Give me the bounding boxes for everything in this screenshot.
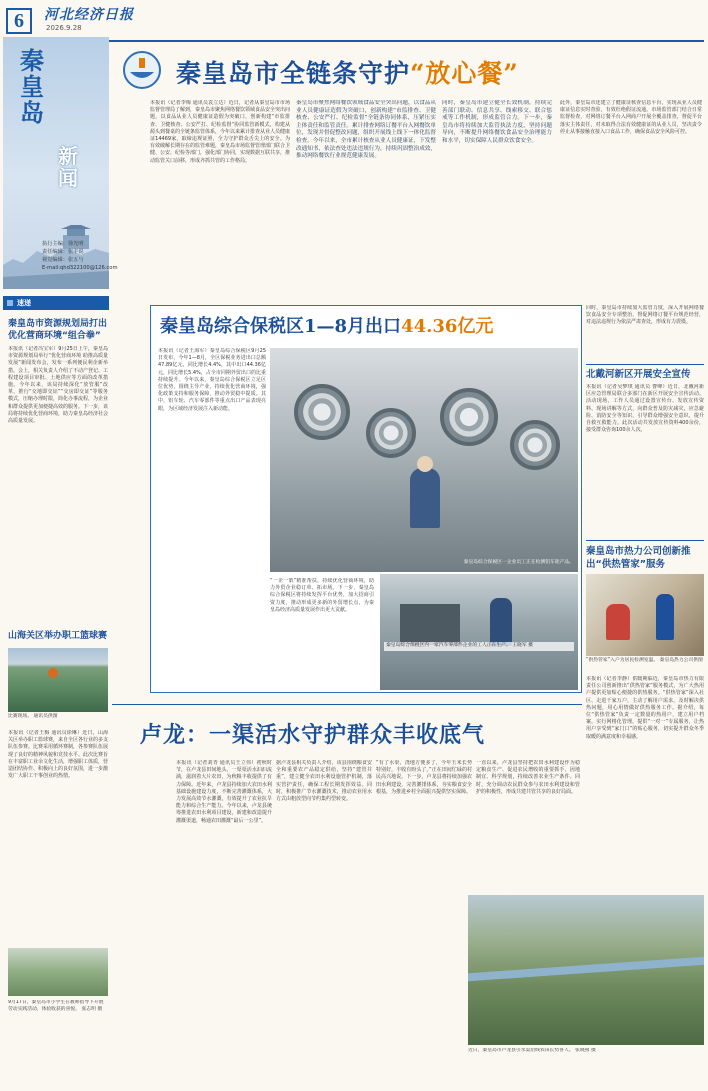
bonded-zone-headline [160,312,493,338]
main-story-col2: 秦皇岛市聚焦网络餐饮领域食品安全突出问题，以食品从业人员健康证造假为突破口，创新构建“市监排查、卫健核查、公安严打、纪检监督”全链条协同体系，压紧压实主体责任和监管责任。累计排查网络订餐平台入网餐饮单位，发现并督促整改问题，组织开展线上线下一体化监督检查。今年以来，全市累计核查从业人员健康证，下发整改通知书，依法查处违法违规行为，持续巩固整治成效，推动网络餐饮行业规范健康发展。 [296,100,436,160]
wheel-rim-icon [510,420,560,470]
worker-figure [490,598,512,646]
worker-head [417,456,433,472]
wheel-photo-caption: 秦皇岛综合保税区一企业员工正在检测铝车轮产品。 [463,560,574,565]
main-story-col1: 本报讯（记者李梅 通讯员袁立达）近日，记者从秦皇岛市市场监督管理局了解到，秦皇岛市聚焦网络餐饮领域食品安全突出问题，以食品从业人员健康证造假为突破口，创新构建“市监排查、卫健核查、公安严打、纪检监督”协同监管新模式，构建从源头到餐桌的全链条监管体系，今年以来累计排查从业人员健康证14469家，取缔违规证照，全力守护群众舌尖上的安全。为有效破解长期存在的监管难题，秦皇岛市场监督管理部门联合卫健、公安、纪检等部门，强化部门协同，实现数据互联共享，推动监管关口前移，形成齐抓共管的工作格局。 [150,100,290,164]
right-story2-headline: 秦皇岛市热力公司创新推出“供热管家”服务 [586,546,691,570]
bonded-zone-headline-text: 秦皇岛综合保税区1—8月出口 [160,316,402,337]
left-story1-headline: 秦皇岛市资源规划局打出优化营商环境“组合拳” [8,319,108,341]
right-story2-body: 本报讯（记者李静）供暖期临近，秦皇岛市热力有限责任公司创新推出“供热管家”服务模式，为广大热用户提供更加贴心便捷的供热服务。“供热管家”深入社区、走进千家万户，主动了解用户需求，及时解决供热问题，用心用情做好供热服务工作。据介绍，每位“供热管家”负责一定数量的热用户，建立用户档案，实行网格化管理，提供“一对一”专属服务，让热用户享受到“家门口”的贴心服务，切实提升群众冬季取暖的满意度和幸福感。 [586,676,704,740]
basketball-icon [48,668,58,678]
canal-photo-caption: 近日，秦皇岛市卢龙县引水渠沿线农田长势喜人。 张晓燕 摄 [468,1048,596,1053]
worker-figure [410,468,440,528]
heating-photo-caption: “供热管家”入户为居民检测室温。 秦皇岛热力公司供图 [586,658,703,663]
issue-date: 2026.9.28 [46,24,82,32]
main-headline-text: 秦皇岛市全链条守护 [176,59,411,88]
wheel-rim-icon [366,408,416,458]
left-story1-body: 本报讯（记者冯宝军）9月25日上午，秦皇岛市资源规划局举行“优化营商环境 助推高质量发展”新闻发布会，发布一系列便民利企新举措。会上，相关负责人介绍了不动产登记、工程建设项目审批、土地供应等方面的改革措施。今年以来，该局持续深化“放管服”改革，推行“交地即交证”“交房即交证”等服务模式，压缩办理时限，简化办事流程，为企业和群众提供更加便捷高效的服务。下一步，该局将持续优化营商环境，助力秦皇岛经济社会高质量发展。 [8,346,108,425]
right-story1-headline: 北戴河新区开展安全宣传 [586,369,691,380]
wheel-inspection-photo [270,348,578,572]
machine-shape [400,604,460,644]
basketball-photo [8,648,108,712]
section-title: 秦皇岛 [20,46,44,127]
right-col-top-text: 同时，秦皇岛市持续加大监管力度，深入开展网络餐饮食品安全专项整治，督促网络订餐平台规范经营，对违法违规行为依法严肃查处，形成有力震慑。 [586,305,704,326]
lulong-headline: 卢龙：一渠活水守护群众丰收底气 [140,722,486,748]
paper-name-logo: 河北经济日报 [44,7,134,23]
main-story-col4: 此外，秦皇岛市还建立了健康证核查信息平台，实现从业人员健康证信息实时查验，有效杜绝假证流通。市场监管部门结合日常监督检查，对网络订餐平台入网商户开展全覆盖排查，督促平台落实主体责任，对未取得合法有效健康证的从业人员，坚决责令停止从事接触直接入口食品工作，确保食品安全风险可控。 [560,100,702,135]
divider [112,704,582,705]
export-amount: 44.36亿元 [401,316,494,337]
credit-line: 视觉编辑：张五与 [42,257,84,263]
canal-field-photo [468,895,704,1045]
lulong-col4: 一直以来，卢龙县坚持把农田水利建设作为稳定粮食生产、促进农民增收的重要抓手，因地制宜、科学规划，持续改善农业生产条件。同时，充分调动农民群众参与农田水利建设和管护的积极性，形成共建共管共享的良好局面。 [476,760,580,795]
left-story2-headline: 山海关区举办职工篮球赛 [8,631,108,641]
editor-credits [42,240,118,272]
bonded-zone-col1: 本报讯（记者王海军）秦皇岛综合保税区9月25日发布，今年1—8月，全区保税业务进出口总额47.89亿元，同比增长4.4%，其中出口44.36亿元，同比增长5.4%，占全市同期外贸出口的比重持续提升。今年以来，秦皇岛综合保税区立足区位优势，围绕主导产业，持续优化营商环境，强化政策支持和服务保障，推动外贸稳中提质。其中，铝车轮、汽车零部件等重点出口产品表现亮眼，为区域经济发展注入新动能。 [158,348,266,412]
heating-steward-photo [586,574,704,656]
page-number: 6 [6,8,32,34]
labor-practice-photo [8,948,108,996]
brief-section-tab: 速递 [3,296,109,310]
credit-line: 责任编辑：张丰说 [42,249,84,255]
wheel-rim-icon [440,388,498,446]
right-story1-body: 本报讯（记者吴梦琪 通讯员 曹峰）近日，北戴河新区应急管理局联合多部门在新区开展安全宣传活动。活动现场，工作人员通过设置宣传台、发放宣传资料、现场讲解等方式，向群众普及防灾减灾、应急避险、消防安全等知识，引导群众增强安全意识，提升自救互救能力。此次活动共发放宣传资料400余份，接受群众咨询100余人次。 [586,384,704,434]
divider [586,540,704,541]
wheel-rim-icon [294,384,350,440]
main-headline-quote: “放心餐” [410,59,519,88]
credit-line: E-mail:qhd322100@126.com [42,265,118,271]
divider [586,364,704,365]
credit-line: 执行主编：徐光明 [42,241,84,247]
steward-figure [656,594,674,640]
bonded-zone-col3: “一企一策”精准帮扶，持续优化营商环境，助力外贸企业稳订单、拓市场。下一步，秦皇岛综合保税区将持续发挥平台优势，加大招商引资力度，推动形成更多新的外贸增长点，为秦皇岛经济高质量发展作出更大贡献。 [270,578,374,613]
main-headline [176,54,519,90]
parts-production-photo [380,574,578,690]
food-safety-emblem [113,48,171,92]
lulong-col1: 本报讯（记者刘青 通讯员王立伟）初秋时节，在卢龙县田间地头，一渠渠活水汩汩流淌，滋润着大片农田，为秋粮丰收提供了有力保障。近年来，卢龙县持续加大农田水利基础设施建设力度，不断完善灌溉体系，大力发展高效节水灌溉，有效提升了农业抗旱能力和综合生产能力。今年以来，卢龙县统筹推进农田水利项目建设，新建和改造提升灌溉渠道，畅通农田灌溉“最后一公里”。 [176,760,272,824]
lulong-col3: “有了水渠，浇地方便多了，今年玉米长势特别好，丰收有盼头了。”正在田间忙碌的村民高兴地说。下一步，卢龙县将持续加强农田水利建设，完善灌排体系，夯实粮食安全根基，为推进乡村全面振兴提供坚实保障。 [376,760,472,795]
left-story2-body: 本报讯（记者王梅 通讯员徐琳）近日，山海关区举办职工篮球赛，来自全区各行业的多支队伍参赛。比赛采用循环赛制，各参赛队伍展现了良好的精神风貌和竞技水平。此次比赛旨在丰富职工业余文化生活，增强职工体质，营造团结协作、积极向上的良好氛围，进一步激发广大职工干事创业的热情。 [8,730,108,780]
main-story-col3: 同时，秦皇岛市建立健全长效机制，持续完善部门联动、信息共享、线索移交、联合惩戒等工作机制，形成监管合力。下一步，秦皇岛市将持续加大监管执法力度，坚持问题导向，不断提升网络餐饮食品安全治理能力和水平，切实保障人民群众饮食安全。 [442,100,552,144]
parts-photo-caption: 秦皇岛综合保税区内一家汽车零部件企业的工人正在生产。 王晓军 摄 [384,642,574,651]
labor-photo-caption: 9月17日，秦皇岛市小学生在教师指导下开展劳动实践活动，体验收获的喜悦。 张志明 摄 [8,1000,104,1012]
canal-water [468,957,704,982]
lulong-col2: 据卢龙县相关负责人介绍，该县围绕粮食安全和重要农产品稳定供给，坚持“建管并重”，建立健全农田水利设施管护机制，落实管护责任，确保工程长期发挥效益。同时，积极推广节水灌溉技术，推动农业用水方式由粗放型向节约集约型转变。 [276,760,372,803]
section-subtitle: 新闻 [58,144,78,190]
top-rule [36,40,704,42]
resident-figure [606,604,630,640]
basketball-caption: 比赛现场。 通讯员供图 [8,714,58,719]
